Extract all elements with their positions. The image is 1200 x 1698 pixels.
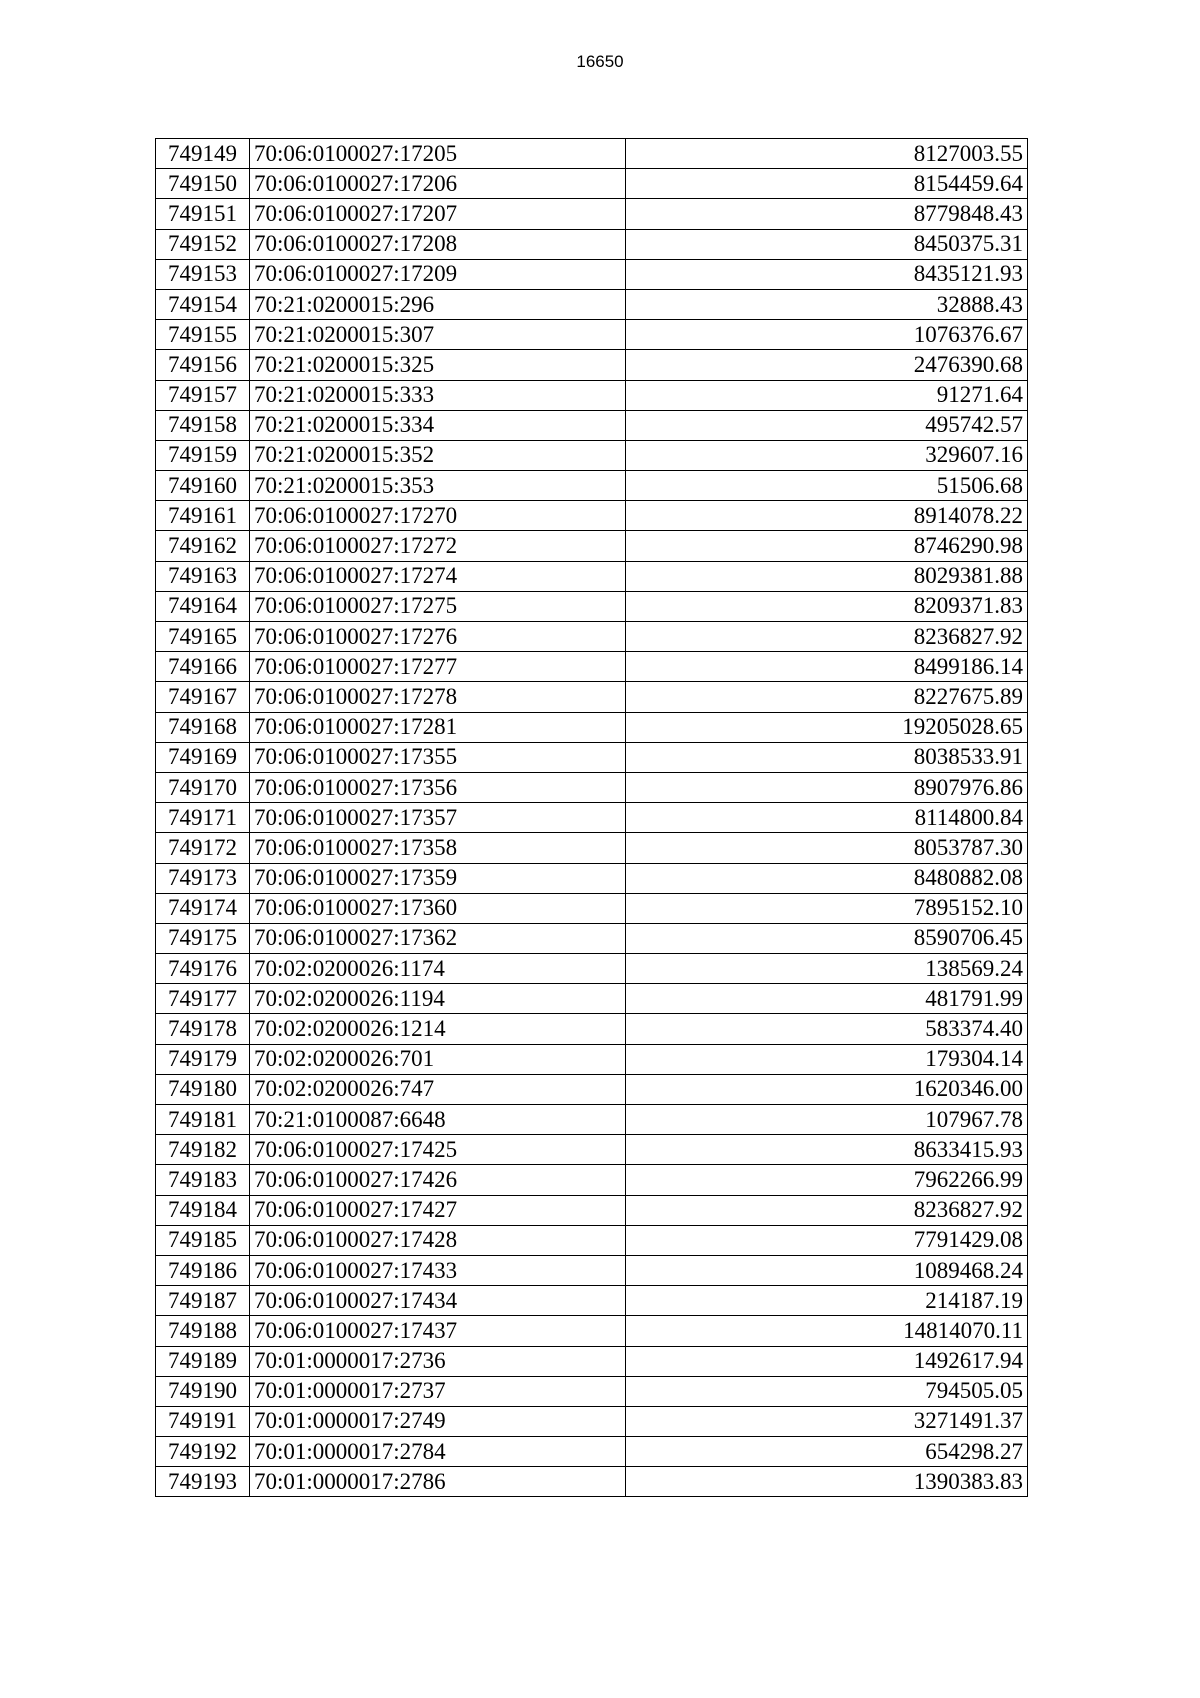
table-row	[156, 229, 1028, 259]
table-row	[156, 380, 1028, 410]
page-number: 16650	[576, 52, 624, 71]
table-row	[156, 1074, 1028, 1104]
table-row	[156, 410, 1028, 440]
table-row	[156, 1316, 1028, 1346]
table-row	[156, 259, 1028, 289]
value-cell: 8480882.08	[626, 863, 1028, 893]
table-row	[156, 169, 1028, 199]
row-number-cell: 749181	[156, 1105, 250, 1135]
row-number-cell: 749153	[156, 259, 250, 289]
row-number-cell: 749184	[156, 1195, 250, 1225]
row-number-cell: 749173	[156, 863, 250, 893]
row-number-cell: 749158	[156, 410, 250, 440]
cadastral-number-cell: 70:01:0000017:2749	[250, 1406, 626, 1436]
row-number-cell: 749177	[156, 984, 250, 1014]
value-cell: 1089468.24	[626, 1255, 1028, 1285]
cadastral-number-cell: 70:06:0100027:17362	[250, 923, 626, 953]
value-cell: 7895152.10	[626, 893, 1028, 923]
row-number-cell: 749178	[156, 1014, 250, 1044]
table-row	[156, 531, 1028, 561]
cadastral-number-cell: 70:21:0200015:334	[250, 410, 626, 440]
row-number-cell: 749168	[156, 712, 250, 742]
value-cell: 8907976.86	[626, 772, 1028, 802]
value-cell: 107967.78	[626, 1105, 1028, 1135]
cadastral-number-cell: 70:02:0200026:747	[250, 1074, 626, 1104]
table-row	[156, 803, 1028, 833]
cadastral-number-cell: 70:06:0100027:17276	[250, 622, 626, 652]
table-row	[156, 984, 1028, 1014]
cadastral-number-cell: 70:02:0200026:1214	[250, 1014, 626, 1044]
value-cell: 14814070.11	[626, 1316, 1028, 1346]
table-row	[156, 440, 1028, 470]
cadastral-number-cell: 70:06:0100027:17277	[250, 652, 626, 682]
row-number-cell: 749161	[156, 501, 250, 531]
table-row	[156, 1286, 1028, 1316]
value-cell: 8038533.91	[626, 742, 1028, 772]
table-row	[156, 1135, 1028, 1165]
row-number-cell: 749189	[156, 1346, 250, 1376]
row-number-cell: 749179	[156, 1044, 250, 1074]
value-cell: 179304.14	[626, 1044, 1028, 1074]
table-row	[156, 923, 1028, 953]
row-number-cell: 749149	[156, 139, 250, 169]
row-number-cell: 749154	[156, 289, 250, 319]
table-row	[156, 893, 1028, 923]
cadastral-number-cell: 70:06:0100027:17434	[250, 1286, 626, 1316]
row-number-cell: 749172	[156, 833, 250, 863]
table-row	[156, 712, 1028, 742]
row-number-cell: 749191	[156, 1406, 250, 1436]
cadastral-number-cell: 70:06:0100027:17209	[250, 259, 626, 289]
table-row	[156, 1346, 1028, 1376]
value-cell: 794505.05	[626, 1376, 1028, 1406]
cadastral-number-cell: 70:21:0200015:296	[250, 289, 626, 319]
cadastral-number-cell: 70:21:0200015:352	[250, 440, 626, 470]
value-cell: 654298.27	[626, 1437, 1028, 1467]
value-cell: 8914078.22	[626, 501, 1028, 531]
table-row	[156, 501, 1028, 531]
cadastral-number-cell: 70:01:0000017:2784	[250, 1437, 626, 1467]
table-row	[156, 591, 1028, 621]
value-cell: 8779848.43	[626, 199, 1028, 229]
row-number-cell: 749192	[156, 1437, 250, 1467]
table-row	[156, 622, 1028, 652]
value-cell: 1620346.00	[626, 1074, 1028, 1104]
row-number-cell: 749165	[156, 622, 250, 652]
row-number-cell: 749150	[156, 169, 250, 199]
table-row	[156, 1165, 1028, 1195]
value-cell: 1492617.94	[626, 1346, 1028, 1376]
value-cell: 214187.19	[626, 1286, 1028, 1316]
row-number-cell: 749160	[156, 471, 250, 501]
cadastral-number-cell: 70:21:0200015:353	[250, 471, 626, 501]
cadastral-number-cell: 70:06:0100027:17205	[250, 139, 626, 169]
value-cell: 8435121.93	[626, 259, 1028, 289]
row-number-cell: 749182	[156, 1135, 250, 1165]
cadastral-number-cell: 70:06:0100027:17428	[250, 1225, 626, 1255]
row-number-cell: 749156	[156, 350, 250, 380]
value-cell: 8114800.84	[626, 803, 1028, 833]
row-number-cell: 749164	[156, 591, 250, 621]
value-cell: 8053787.30	[626, 833, 1028, 863]
table-row	[156, 1255, 1028, 1285]
table-row	[156, 1195, 1028, 1225]
row-number-cell: 749174	[156, 893, 250, 923]
cadastral-number-cell: 70:02:0200026:701	[250, 1044, 626, 1074]
row-number-cell: 749166	[156, 652, 250, 682]
row-number-cell: 749185	[156, 1225, 250, 1255]
cadastral-number-cell: 70:06:0100027:17437	[250, 1316, 626, 1346]
cadastral-number-cell: 70:06:0100027:17278	[250, 682, 626, 712]
value-cell: 19205028.65	[626, 712, 1028, 742]
table-row	[156, 561, 1028, 591]
row-number-cell: 749155	[156, 320, 250, 350]
registry-table	[155, 138, 1028, 1497]
cadastral-number-cell: 70:01:0000017:2736	[250, 1346, 626, 1376]
table-row	[156, 289, 1028, 319]
value-cell: 481791.99	[626, 984, 1028, 1014]
row-number-cell: 749183	[156, 1165, 250, 1195]
table-row	[156, 1376, 1028, 1406]
table-row	[156, 1044, 1028, 1074]
row-number-cell: 749190	[156, 1376, 250, 1406]
row-number-cell: 749169	[156, 742, 250, 772]
value-cell: 8127003.55	[626, 139, 1028, 169]
cadastral-number-cell: 70:06:0100027:17433	[250, 1255, 626, 1285]
value-cell: 8209371.83	[626, 591, 1028, 621]
table-row	[156, 742, 1028, 772]
cadastral-number-cell: 70:21:0200015:307	[250, 320, 626, 350]
table-row	[156, 320, 1028, 350]
cadastral-number-cell: 70:06:0100027:17360	[250, 893, 626, 923]
table-row	[156, 199, 1028, 229]
table-row	[156, 863, 1028, 893]
cadastral-number-cell: 70:06:0100027:17357	[250, 803, 626, 833]
value-cell: 8450375.31	[626, 229, 1028, 259]
value-cell: 2476390.68	[626, 350, 1028, 380]
row-number-cell: 749152	[156, 229, 250, 259]
value-cell: 138569.24	[626, 954, 1028, 984]
row-number-cell: 749193	[156, 1467, 250, 1497]
table-row	[156, 954, 1028, 984]
cadastral-number-cell: 70:06:0100027:17281	[250, 712, 626, 742]
value-cell: 583374.40	[626, 1014, 1028, 1044]
value-cell: 32888.43	[626, 289, 1028, 319]
table-row	[156, 1105, 1028, 1135]
value-cell: 8499186.14	[626, 652, 1028, 682]
row-number-cell: 749162	[156, 531, 250, 561]
cadastral-number-cell: 70:06:0100027:17356	[250, 772, 626, 802]
value-cell: 8029381.88	[626, 561, 1028, 591]
row-number-cell: 749171	[156, 803, 250, 833]
row-number-cell: 749175	[156, 923, 250, 953]
cadastral-number-cell: 70:06:0100027:17275	[250, 591, 626, 621]
cadastral-number-cell: 70:02:0200026:1194	[250, 984, 626, 1014]
cadastral-number-cell: 70:06:0100027:17207	[250, 199, 626, 229]
table-row	[156, 471, 1028, 501]
value-cell: 8227675.89	[626, 682, 1028, 712]
value-cell: 8590706.45	[626, 923, 1028, 953]
table-body	[156, 139, 1028, 1497]
cadastral-number-cell: 70:06:0100027:17272	[250, 531, 626, 561]
value-cell: 51506.68	[626, 471, 1028, 501]
cadastral-number-cell: 70:06:0100027:17425	[250, 1135, 626, 1165]
table-row	[156, 652, 1028, 682]
cadastral-number-cell: 70:21:0200015:333	[250, 380, 626, 410]
value-cell: 1076376.67	[626, 320, 1028, 350]
value-cell: 7791429.08	[626, 1225, 1028, 1255]
cadastral-number-cell: 70:06:0100027:17426	[250, 1165, 626, 1195]
row-number-cell: 749163	[156, 561, 250, 591]
cadastral-number-cell: 70:01:0000017:2737	[250, 1376, 626, 1406]
row-number-cell: 749159	[156, 440, 250, 470]
row-number-cell: 749186	[156, 1255, 250, 1285]
cadastral-number-cell: 70:06:0100027:17355	[250, 742, 626, 772]
cadastral-number-cell: 70:06:0100027:17359	[250, 863, 626, 893]
cadastral-number-cell: 70:06:0100027:17358	[250, 833, 626, 863]
row-number-cell: 749170	[156, 772, 250, 802]
value-cell: 91271.64	[626, 380, 1028, 410]
row-number-cell: 749151	[156, 199, 250, 229]
cadastral-number-cell: 70:02:0200026:1174	[250, 954, 626, 984]
cadastral-number-cell: 70:06:0100027:17208	[250, 229, 626, 259]
row-number-cell: 749167	[156, 682, 250, 712]
table-row	[156, 1437, 1028, 1467]
table-row	[156, 772, 1028, 802]
cadastral-number-cell: 70:06:0100027:17274	[250, 561, 626, 591]
cadastral-number-cell: 70:21:0100087:6648	[250, 1105, 626, 1135]
row-number-cell: 749176	[156, 954, 250, 984]
cadastral-number-cell: 70:21:0200015:325	[250, 350, 626, 380]
table-row	[156, 1406, 1028, 1436]
row-number-cell: 749180	[156, 1074, 250, 1104]
table-row	[156, 682, 1028, 712]
value-cell: 8236827.92	[626, 622, 1028, 652]
cadastral-number-cell: 70:06:0100027:17270	[250, 501, 626, 531]
row-number-cell: 749187	[156, 1286, 250, 1316]
cadastral-number-cell: 70:01:0000017:2786	[250, 1467, 626, 1497]
row-number-cell: 749157	[156, 380, 250, 410]
cadastral-number-cell: 70:06:0100027:17206	[250, 169, 626, 199]
table-row	[156, 139, 1028, 169]
value-cell: 1390383.83	[626, 1467, 1028, 1497]
value-cell: 329607.16	[626, 440, 1028, 470]
value-cell: 8633415.93	[626, 1135, 1028, 1165]
row-number-cell: 749188	[156, 1316, 250, 1346]
table-row	[156, 1014, 1028, 1044]
table-row	[156, 833, 1028, 863]
table-row	[156, 1225, 1028, 1255]
value-cell: 7962266.99	[626, 1165, 1028, 1195]
value-cell: 3271491.37	[626, 1406, 1028, 1436]
value-cell: 8154459.64	[626, 169, 1028, 199]
value-cell: 8746290.98	[626, 531, 1028, 561]
value-cell: 8236827.92	[626, 1195, 1028, 1225]
table-row	[156, 1467, 1028, 1497]
cadastral-number-cell: 70:06:0100027:17427	[250, 1195, 626, 1225]
table-row	[156, 350, 1028, 380]
value-cell: 495742.57	[626, 410, 1028, 440]
